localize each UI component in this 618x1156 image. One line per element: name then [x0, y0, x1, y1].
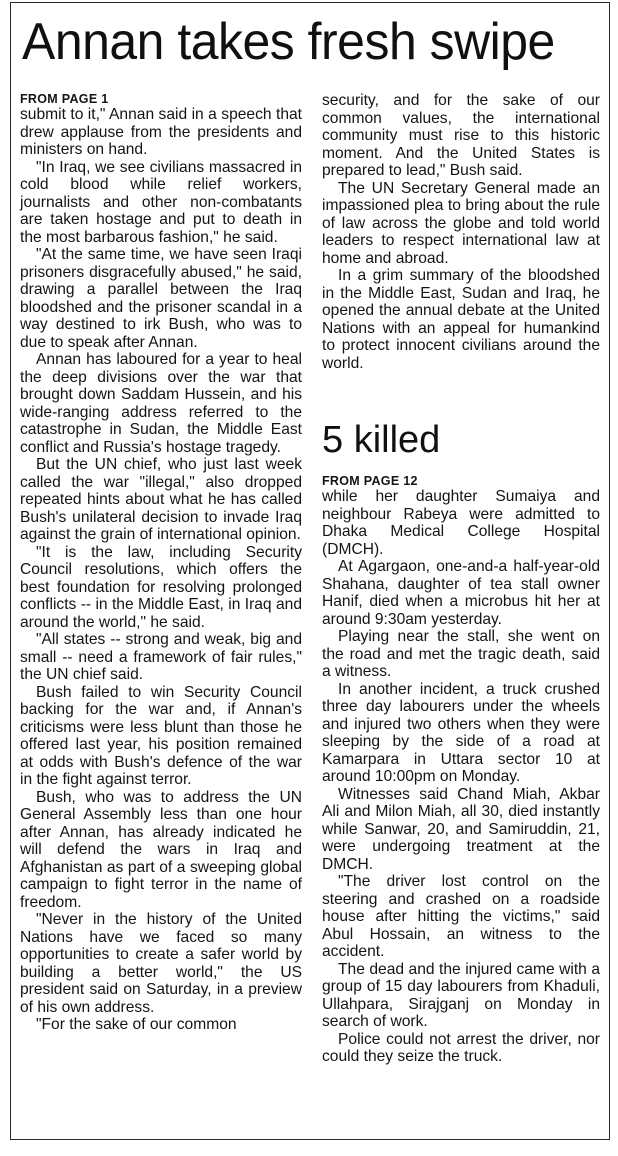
- paragraph: "In Iraq, we see civilians massacred in cold blood while relief workers, journalists and other non-combatants are taken hostage and put to death in the most barbarous fashion," he said.: [20, 158, 302, 246]
- paragraph: "Never in the history of the United Nations have we faced so many opportunities to create a safer world by building a better world," the US president said on Saturday, in a preview of his own address.: [20, 911, 302, 1016]
- article-kicker: FROM PAGE 1: [20, 92, 109, 106]
- paragraph: "All states -- strong and weak, big and small -- need a framework of fair rules," the UN chief said.: [20, 631, 302, 683]
- article-headline: Annan takes fresh swipe: [22, 13, 555, 71]
- paragraph: "For the sake of our common: [36, 1016, 237, 1033]
- paragraph: Police could not arrest the driver, nor could they seize the truck.: [322, 1030, 600, 1065]
- paragraph: Witnesses said Chand Miah, Akbar Ali and Milon Miah, all 30, died instantly while Sanwar, 20, and Samiruddin, 21, were undergoing treatment at the DMCH.: [322, 785, 600, 873]
- frame-left-rule: [10, 2, 11, 1140]
- second-article-headline: 5 killed: [322, 419, 441, 461]
- paragraph: "At the same time, we have seen Iraqi prisoners disgracefully abused," he said, drawing a parallel between the Iraq bloodshed and the prisoner scandal in a way destined to irk Bush, who was to due to speak after Annan.: [20, 246, 302, 351]
- paragraph: The dead and the injured came with a group of 15 day labourers from Khaduli, Ullahpara, Sirajganj on Monday in search of work.: [322, 960, 600, 1030]
- paragraph: Annan has laboured for a year to heal the deep divisions over the war that brought down Saddam Hussein, and his wide-ranging address referred to the catastrophe in Sudan, the Middle East conflict and Russia's hostage tragedy.: [20, 351, 302, 456]
- paragraph: The UN Secretary General made an impassioned plea to bring about the rule of law across the globe and told world leaders to respect international law at home and abroad.: [322, 179, 600, 267]
- paragraph: At Agargaon, one-and-a half-year-old Shahana, daughter of tea stall owner Hanif, died when a microbus hit her at around 9:30am yesterday.: [322, 558, 600, 628]
- paragraph: Bush failed to win Security Council backing for the war and, if Annan's criticisms were less blunt than those he offered last year, his position remained at odds with Bush's defence of the war in the fight against terror.: [20, 683, 302, 788]
- paragraph: "It is the law, including Security Council resolutions, which offers the best foundation for resolving prolonged conflicts -- in the Middle East, in Iraq and around the world," he said.: [20, 543, 302, 631]
- paragraph: while her daughter Sumaiya and neighbour Rabeya were admitted to Dhaka Medical College Hospital (DMCH).: [322, 488, 600, 558]
- paragraph: In a grim summary of the bloodshed in the Middle East, Sudan and Iraq, he opened the annual debate at the United Nations with an appeal for humankind to protect innocent civilians around the world.: [322, 267, 600, 372]
- paragraph: Bush, who was to address the UN General Assembly less than one hour after Annan, has already indicated he will defend the wars in Iraq and Afghanistan as part of a sweeping global campaign to fight terror in the name of freedom.: [20, 788, 302, 911]
- paragraph: submit to it," Annan said in a speech that drew applause from the presidents and ministers on hand.: [20, 106, 302, 158]
- second-article-kicker: FROM PAGE 12: [322, 474, 418, 488]
- frame-top-rule: [10, 2, 610, 3]
- paragraph: But the UN chief, who just last week called the war "illegal," also dropped repeated hints about what he has called Bush's unilateral decision to invade Iraq against the grain of international opinion.: [20, 456, 302, 543]
- paragraph: Playing near the stall, she went on the road and met the tragic death, said a witness.: [322, 628, 600, 680]
- frame-right-rule: [609, 2, 610, 1140]
- frame-bottom-rule: [10, 1139, 610, 1140]
- paragraph: security, and for the sake of our common values, the international community must rise to this historic moment. And the United States is prepared to lead," Bush said.: [322, 92, 600, 179]
- article-right-column: [322, 92, 600, 1066]
- paragraph: In another incident, a truck crushed three day labourers under the wheels and injured two others when they were sleeping by the side of a road at Kamarpara in Uttara sector 10 at around 10:00pm on Monday.: [322, 680, 600, 785]
- article-left-column: [20, 92, 302, 1034]
- paragraph: "The driver lost control on the steering and crashed on a roadside house after hitting the victims," said Abul Hossain, an witness to the accident.: [322, 873, 600, 960]
